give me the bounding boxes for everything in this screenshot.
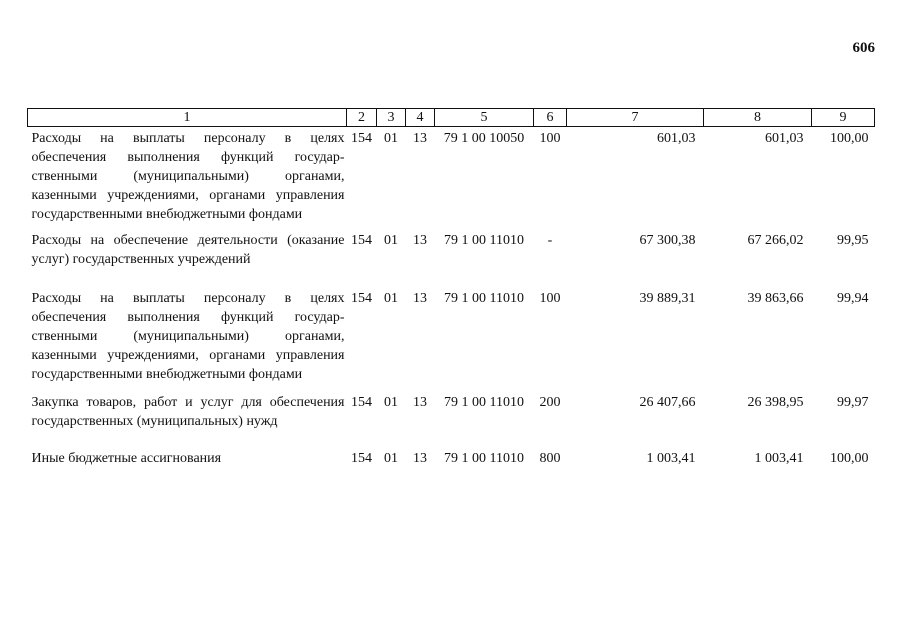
- column-header-5: 5: [435, 109, 534, 127]
- row-code-target: 79 1 00 11010: [444, 451, 524, 466]
- row-value-planned: 39 889,31: [639, 291, 696, 306]
- row-value-actual: 26 398,95: [747, 395, 804, 410]
- row-value-actual: 39 863,66: [747, 291, 804, 306]
- row-code-subsection: 13: [413, 291, 427, 306]
- row-code-target: 79 1 00 11010: [444, 395, 524, 410]
- table-row: [28, 391, 875, 447]
- row-value-percent: 99,95: [837, 233, 869, 248]
- column-header-1: 1: [28, 109, 347, 127]
- row-code-subsection: 13: [413, 233, 427, 248]
- column-header-4: 4: [406, 109, 435, 127]
- row-code-ministry: 154: [351, 131, 372, 146]
- row-value-planned: 26 407,66: [639, 395, 696, 410]
- table-row: [28, 287, 875, 391]
- row-code-section: 01: [384, 451, 398, 466]
- row-value-percent: 100,00: [830, 451, 869, 466]
- row-code-subsection: 13: [413, 451, 427, 466]
- column-header-2: 2: [347, 109, 377, 127]
- column-header-7: 7: [567, 109, 704, 127]
- row-code-ministry: 154: [351, 395, 372, 410]
- column-header-9: 9: [812, 109, 875, 127]
- row-code-target: 79 1 00 11010: [444, 291, 524, 306]
- column-header-3: 3: [377, 109, 406, 127]
- row-value-actual: 1 003,41: [754, 451, 804, 466]
- table-header-row: [28, 109, 875, 127]
- column-header-8: 8: [704, 109, 812, 127]
- row-code-subsection: 13: [413, 395, 427, 410]
- row-code-target: 79 1 00 10050: [443, 131, 525, 146]
- row-value-percent: 99,97: [837, 395, 869, 410]
- row-name: Расходы на обеспечение деятельности (оказание услуг) государственных учреждений: [31, 233, 345, 267]
- row-name: Расходы на выплаты персоналу в целях обеспечения выполнения функций государ-ственными (муниципальными) органами, казенными учреждениями, органами управления государственными внебюджетными фондами: [31, 131, 345, 222]
- row-code-ministry: 154: [351, 291, 372, 306]
- table-row: [28, 127, 875, 230]
- row-code-expense-type: -: [547, 233, 553, 248]
- row-value-planned: 601,03: [657, 131, 696, 146]
- row-code-ministry: 154: [351, 233, 372, 248]
- row-code-ministry: 154: [351, 451, 372, 466]
- row-code-section: 01: [384, 131, 398, 146]
- row-name: Иные бюджетные ассигнования: [31, 451, 222, 466]
- row-value-percent: 99,94: [837, 291, 869, 306]
- row-code-section: 01: [384, 395, 398, 410]
- row-value-actual: 67 266,02: [747, 233, 804, 248]
- table-row: [28, 447, 875, 468]
- row-code-target: 79 1 00 11010: [444, 233, 524, 248]
- row-code-expense-type: 100: [539, 131, 561, 146]
- page-number: 606: [852, 40, 875, 56]
- row-name: Расходы на выплаты персоналу в целях обеспечения выполнения функций государ-ственными (муниципальными) органами, казенными учреждениями, органами управления государственными внебюджетными фондами: [31, 291, 345, 382]
- row-value-planned: 1 003,41: [646, 451, 696, 466]
- row-value-actual: 601,03: [765, 131, 804, 146]
- row-code-expense-type: 100: [539, 291, 561, 306]
- column-header-6: 6: [534, 109, 567, 127]
- row-value-planned: 67 300,38: [639, 233, 696, 248]
- table-row: [28, 229, 875, 287]
- row-code-expense-type: 800: [539, 451, 561, 466]
- row-code-section: 01: [384, 291, 398, 306]
- row-value-percent: 100,00: [830, 131, 869, 146]
- budget-table: [27, 108, 875, 468]
- row-code-subsection: 13: [413, 131, 427, 146]
- row-name: Закупка товаров, работ и услуг для обеспечения государственных (муниципальных) нужд: [31, 395, 345, 429]
- row-code-expense-type: 200: [539, 395, 561, 410]
- row-code-section: 01: [384, 233, 398, 248]
